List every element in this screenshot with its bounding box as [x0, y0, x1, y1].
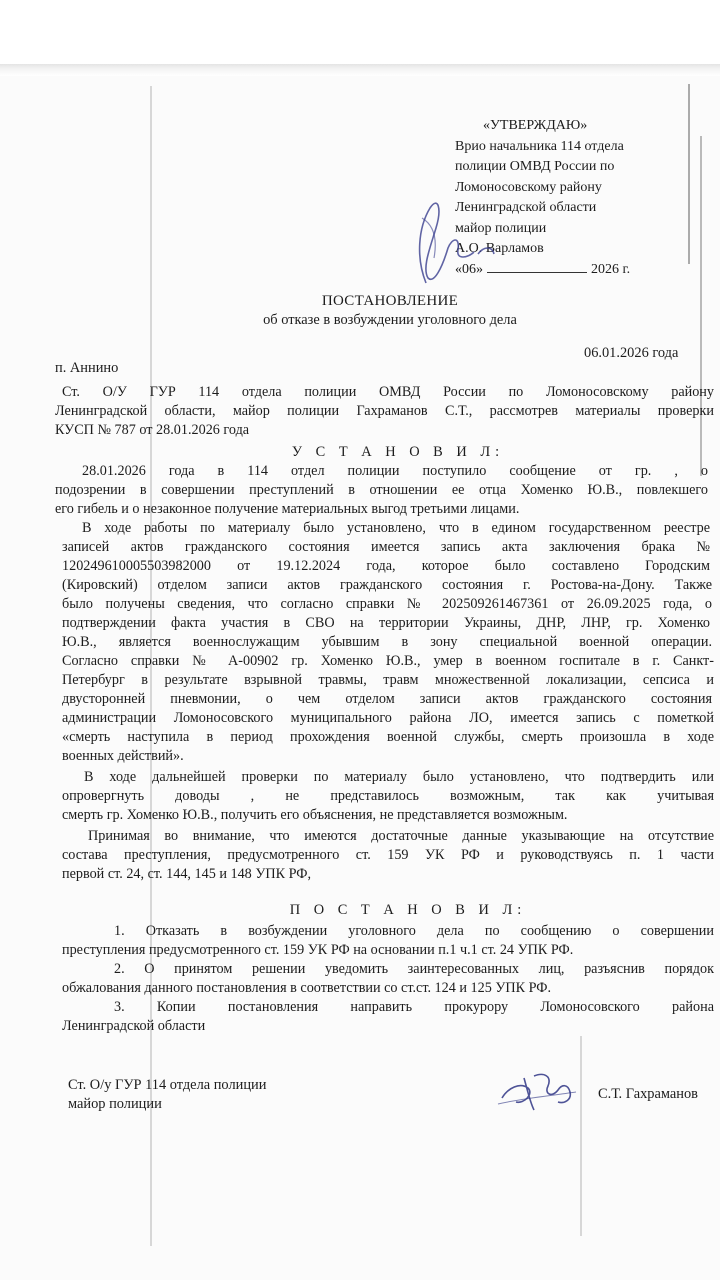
signer-signature — [494, 1058, 584, 1118]
approval-line: Врио начальника 114 отдела — [455, 138, 624, 154]
body-line: двусторонней пневмонии, о чем отделом записи актов гражданского состояния — [62, 691, 712, 707]
document-date: 06.01.2026 года — [584, 345, 679, 361]
body-line: Согласно справки № А-00902 гр. Хоменко Ю.В., умер в военном госпитале в г. Санкт- — [62, 653, 714, 669]
decision-line: 2. О принятом решении уведомить заинтересованных лиц, разъяснив порядок — [114, 961, 714, 977]
body-line: опровергнуть доводы , не представилось возможным, так как учитывая — [62, 788, 714, 804]
body-line: администрации Ломоносовского муниципального района ЛО, имеется запись с пометкой — [62, 710, 714, 726]
approval-line: полиции ОМВД России по — [455, 159, 615, 174]
approver-signature — [408, 188, 518, 288]
signer-rank: майор полиции — [68, 1096, 162, 1112]
body-line: состава преступления, предусмотренного ст. 159 УК РФ и руководствуясь п. 1 части — [62, 847, 714, 863]
body-line: (Кировский) отделом записи актов гражданского состояния г. Ростова-на-Дону. Также — [62, 577, 712, 593]
body-line: подтверждении факта участия в СВО на территории Украины, ДНР, ЛНР, гр. Хоменко — [62, 615, 710, 631]
document-title: ПОСТАНОВЛЕНИЕ — [321, 293, 459, 309]
top-divider — [0, 64, 720, 76]
body-line: его гибель и о незаконное получение материальных выгод третьими лицами. — [55, 501, 520, 517]
approval-line: Ленинградской области — [455, 200, 597, 215]
body-line: В ходе дальнейшей проверки по материалу было установлено, что подтвердить или — [84, 769, 714, 785]
document-subtitle: об отказе в возбуждении уголовного дела — [263, 312, 517, 328]
decision-line: 1. Отказать в возбуждении уголовного дела по сообщению о совершении — [114, 923, 714, 939]
body-line: Принимая во внимание, что имеются достаточные данные указывающие на отсутствие — [88, 828, 714, 844]
decision-line: обжалования данного постановления в соответствии со ст.ст. 124 и 125 УПК РФ. — [62, 980, 552, 996]
intro-line: Ленинградской области, майор полиции Гахраманов С.Т., рассмотрев материалы проверки — [55, 403, 714, 419]
approval-date-year: 2026 г. — [591, 261, 631, 277]
signer-left-block — [68, 1076, 266, 1114]
place: п. Аннино — [55, 360, 119, 376]
approval-line: майор полиции — [455, 220, 547, 236]
signer-name: С.Т. Гахраманов — [598, 1086, 698, 1102]
body-line: было получены сведения, что согласно справки № 202509261467361 от 26.09.2025 года, о — [62, 596, 712, 612]
body-line: подозрении в совершении преступлений в отношении ее отца Хоменко Ю.В., повлекшего — [55, 482, 708, 498]
body-line: военных действий». — [62, 748, 184, 764]
decision-line: Ленинградской области — [62, 1018, 206, 1034]
body-line: записей актов гражданского состояния имеется запись акта заключения брака № — [62, 539, 710, 555]
approval-line: Ломоносовскому району — [455, 179, 602, 195]
intro-line: Ст. О/У ГУР 114 отдела полиции ОМВД России по Ломоносовскому району — [62, 384, 714, 400]
section-heading-established: У С Т А Н О В И Л: — [291, 444, 505, 460]
approval-heading: «УТВЕРЖДАЮ» — [483, 118, 588, 133]
body-line: 120249610005503982000 от 19.12.2024 года, которое было составлено Городским — [62, 558, 710, 574]
decision-line: 3. Копии постановления направить прокурору Ломоносовского района — [114, 999, 714, 1015]
approval-line: А.О. Варламов — [455, 241, 544, 256]
signer-position: Ст. О/у ГУР 114 отдела полиции — [68, 1077, 267, 1093]
status-bar-area — [0, 0, 720, 64]
body-line: «смерть наступила в период прохождения военной службы, смерть произошла в ходе — [62, 729, 714, 745]
section-heading-resolved: П О С Т А Н О В И Л: — [289, 902, 527, 918]
body-line: В ходе работы по материалу было установлено, что в едином государственном реестре — [82, 520, 710, 536]
scanned-document-page — [0, 76, 720, 1280]
body-line: 28.01.2026 года в 114 отдел полиции поступило сообщение от гр. , о — [82, 463, 708, 479]
approval-date-day: «06» — [455, 261, 483, 277]
body-line: Петербург в результате взрывной травмы, травм множественной локализации, сепсиса и — [62, 672, 714, 688]
intro-line: КУСП № 787 от 28.01.2026 года — [55, 422, 250, 438]
body-line: первой ст. 24, ст. 144, 145 и 148 УПК РФ, — [62, 866, 312, 882]
body-line: Ю.В., является военнослужащим убывшим в зону специальной военной операции. — [62, 634, 712, 650]
decision-line: преступления предусмотренного ст. 159 УК РФ на основании п.1 ч.1 ст. 24 УПК РФ. — [62, 942, 574, 958]
body-line: смерть гр. Хоменко Ю.В., получить его объяснения, не представляется возможным. — [62, 807, 568, 823]
